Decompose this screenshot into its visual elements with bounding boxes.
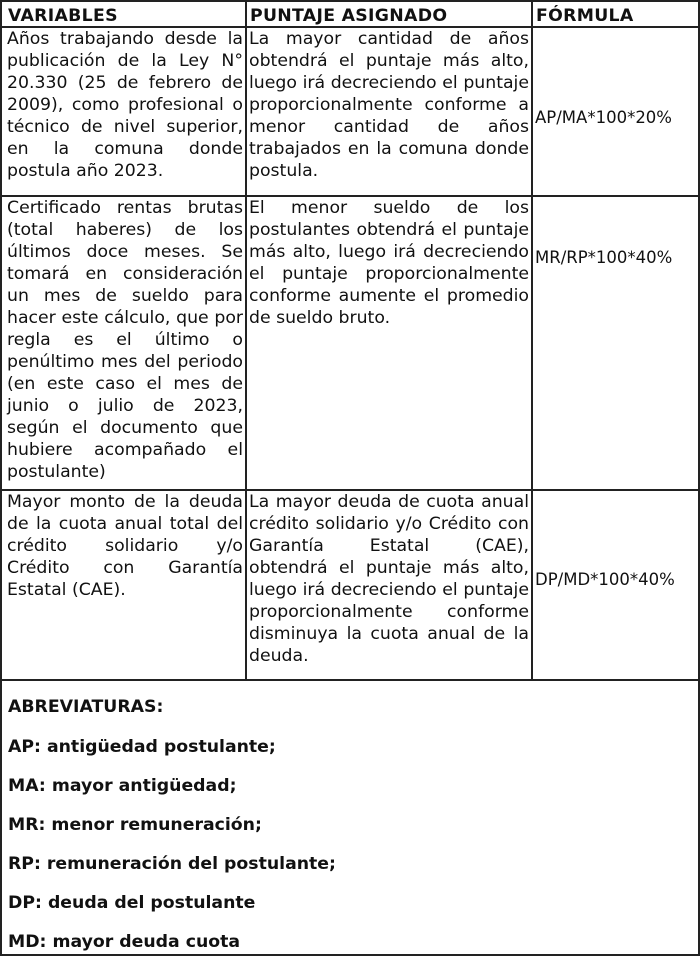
row-3-variable: Mayor monto de la deuda de la cuota anual total del crédito solidario y/o Crédito con Garantía Estatal (CAE).: [7, 492, 243, 600]
row-3-formula: DP/MD*100*40%: [535, 570, 675, 589]
abbreviation-dp: DP: deuda del postulante: [8, 893, 256, 913]
abbreviation-mr: MR: menor remuneración;: [8, 815, 262, 835]
abbreviation-rp: RP: remuneración del postulante;: [8, 854, 336, 874]
header-puntaje-asignado: PUNTAJE ASIGNADO: [250, 6, 448, 26]
abbreviation-md: MD: mayor deuda cuota: [8, 932, 241, 952]
abbreviations-title: ABREVIATURAS:: [8, 697, 164, 717]
column-divider-1: [245, 2, 247, 680]
header-formula: FÓRMULA: [536, 6, 634, 26]
row-3-puntaje: La mayor deuda de cuota anual crédito solidario y/o Crédito con Garantía Estatal (CAE), obtendrá el puntaje más alto, luego irá decreciendo el puntaje proporcionalmente conforme disminuya la cuota anual de la deuda.: [249, 492, 529, 666]
row-1-formula: AP/MA*100*20%: [535, 108, 672, 127]
row-2-variable: Certificado rentas brutas (total haberes) de los últimos doce meses. Se tomará en consideración un mes de sueldo para hacer este cálculo, que por regla es el último o penúltimo mes del periodo (en este caso el mes de junio o julio de 2023, según el documento que hubiere acompañado el postulante): [7, 198, 243, 482]
row-divider-3: [2, 679, 700, 681]
abbreviation-ma: MA: mayor antigüedad;: [8, 776, 237, 796]
row-1-variable: Años trabajando desde la publicación de la Ley N° 20.330 (25 de febrero de 2009), como profesional o técnico de nivel superior, en la comuna donde postula año 2023.: [7, 29, 243, 181]
row-1-puntaje: La mayor cantidad de años obtendrá el puntaje más alto, luego irá decreciendo el puntaje proporcionalmente conforme a menor cantidad de años trabajados en la comuna donde postula.: [249, 29, 529, 181]
row-2-puntaje: El menor sueldo de los postulantes obtendrá el puntaje más alto, luego irá decreciendo el puntaje proporcionalmente conforme aumente el promedio de sueldo bruto.: [249, 198, 529, 328]
header-variables: VARIABLES: [8, 6, 118, 26]
abbreviation-ap: AP: antigüedad postulante;: [8, 737, 276, 757]
column-divider-2: [531, 2, 533, 680]
row-2-formula: MR/RP*100*40%: [535, 248, 673, 267]
